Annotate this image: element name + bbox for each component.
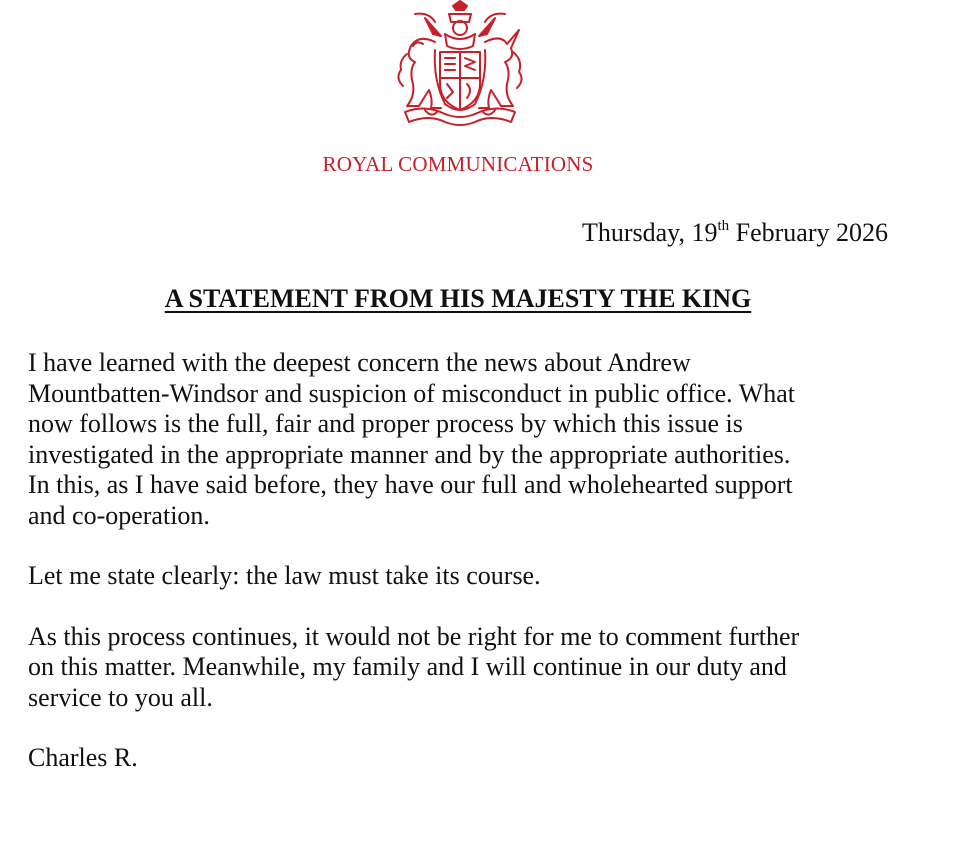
royal-coat-of-arms-icon <box>385 0 535 128</box>
date-month-year: February 2026 <box>729 218 888 247</box>
paragraph-1 <box>28 348 908 531</box>
paragraph-3 <box>28 622 908 714</box>
date-day: Thursday, 19 <box>581 218 718 247</box>
paragraph-line: now follows is the full, fair and proper process by which this issue is <box>28 409 743 438</box>
paragraph-line: In this, as I have said before, they have our full and wholehearted support <box>28 470 793 499</box>
statement-title: A STATEMENT FROM HIS MAJESTY THE KING <box>164 284 752 313</box>
signature: Charles R. <box>28 743 138 772</box>
statement-body <box>28 348 908 774</box>
paragraph-line: Let me state clearly: the law must take its course. <box>28 561 541 590</box>
letterhead-org-name: ROYAL COMMUNICATIONS <box>322 152 594 176</box>
paragraph-line: service to you all. <box>28 682 213 712</box>
paragraph-line: As this process continues, it would not be right for me to comment further <box>28 621 800 651</box>
paragraph-line: investigated in the appropriate manner and by the appropriate authorities. <box>28 439 791 469</box>
paragraph-line: on this matter. Meanwhile, my family and I will continue in our duty and <box>28 652 787 681</box>
paragraph-line: I have learned with the deepest concern the news about Andrew <box>28 348 691 377</box>
statement-date <box>582 218 888 248</box>
paragraph-line: and co-operation. <box>28 500 210 530</box>
paragraph-2 <box>28 561 908 592</box>
date-ordinal-suffix: th <box>717 218 730 234</box>
paragraph-line: Mountbatten-Windsor and suspicion of misconduct in public office. What <box>28 378 796 408</box>
